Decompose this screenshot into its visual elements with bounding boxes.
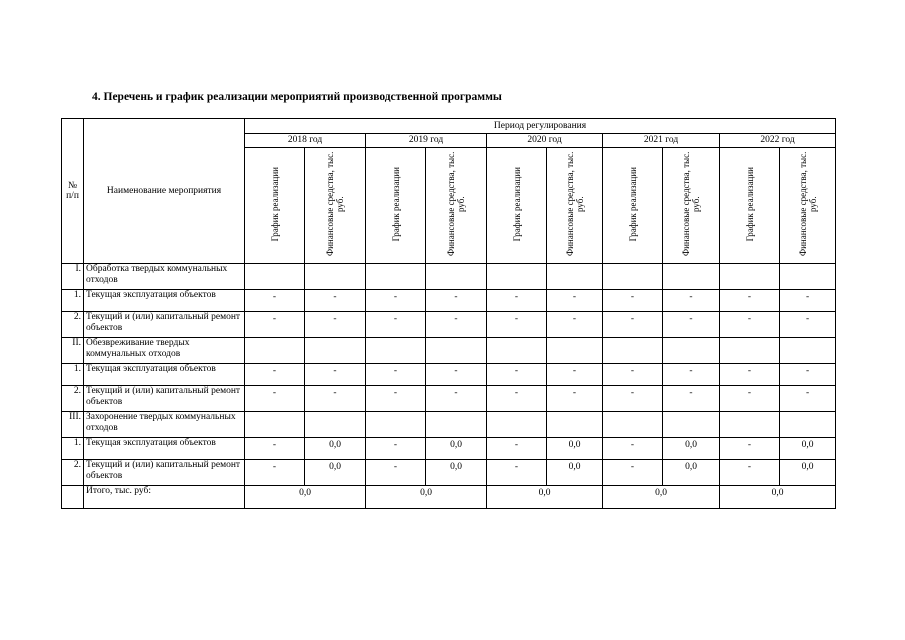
schedule-cell: -	[245, 460, 305, 486]
section-row	[62, 338, 836, 364]
finance-cell: -	[426, 386, 487, 412]
empty-cell	[366, 412, 426, 438]
total-row	[62, 486, 836, 509]
schedule-cell: -	[487, 290, 547, 312]
schedule-cell: -	[603, 438, 663, 460]
year-header: 2022 год	[720, 134, 836, 148]
empty-cell	[305, 412, 366, 438]
empty-cell	[720, 412, 780, 438]
subheader-schedule	[487, 148, 547, 264]
subheader-schedule	[366, 148, 426, 264]
schedule-cell: -	[603, 364, 663, 386]
finance-cell: -	[547, 386, 603, 412]
empty-cell	[547, 412, 603, 438]
total-value: 0,0	[245, 486, 366, 509]
total-label: Итого, тыс. руб:	[84, 486, 245, 509]
column-header-period: Период регулирования	[245, 119, 836, 134]
schedule-cell: -	[720, 386, 780, 412]
empty-cell	[603, 338, 663, 364]
item-name: Текущая эксплуатация объектов	[84, 438, 245, 460]
empty-cell	[366, 338, 426, 364]
empty-cell	[720, 264, 780, 290]
finance-cell: 0,0	[547, 460, 603, 486]
empty-cell	[487, 338, 547, 364]
subheader-schedule	[603, 148, 663, 264]
subheader-label: Финансовые средства, тыс. руб.	[797, 151, 818, 256]
total-value: 0,0	[603, 486, 720, 509]
finance-cell: -	[547, 290, 603, 312]
finance-cell: -	[663, 312, 720, 338]
subheader-label: Финансовые средства, тыс. руб.	[681, 151, 701, 256]
year-header: 2019 год	[366, 134, 487, 148]
empty-cell	[547, 264, 603, 290]
finance-cell: -	[780, 364, 836, 386]
section-number: II.	[62, 338, 84, 364]
page-title: 4. Перечень и график реализации мероприятий производственной программы	[92, 91, 502, 103]
empty-cell	[426, 264, 487, 290]
section-name: Захоронение твердых коммунальных отходов	[84, 412, 245, 438]
finance-cell: -	[305, 290, 366, 312]
empty-cell	[305, 264, 366, 290]
schedule-cell: -	[245, 386, 305, 412]
subheader-schedule	[245, 148, 305, 264]
section-number: I.	[62, 264, 84, 290]
schedule-cell: -	[487, 386, 547, 412]
schedule-cell: -	[487, 312, 547, 338]
subheader-finance	[547, 148, 603, 264]
empty-cell	[426, 412, 487, 438]
finance-cell: 0,0	[305, 460, 366, 486]
empty-cell	[245, 412, 305, 438]
finance-cell: 0,0	[780, 438, 836, 460]
table-row	[62, 386, 836, 412]
total-value: 0,0	[720, 486, 836, 509]
schedule-cell: -	[720, 364, 780, 386]
schedule-cell: -	[366, 386, 426, 412]
table-row	[62, 290, 836, 312]
item-number: 2.	[62, 386, 84, 412]
finance-cell: -	[780, 290, 836, 312]
finance-cell: 0,0	[426, 460, 487, 486]
schedule-cell: -	[366, 312, 426, 338]
empty-cell	[487, 412, 547, 438]
subheader-label: График реализации	[269, 166, 280, 241]
empty-cell	[663, 412, 720, 438]
column-header-name: Наименование мероприятия	[84, 119, 245, 264]
subheader-finance	[426, 148, 487, 264]
finance-cell: -	[780, 386, 836, 412]
finance-cell: -	[780, 312, 836, 338]
table-header	[62, 119, 836, 264]
section-row	[62, 264, 836, 290]
total-value: 0,0	[366, 486, 487, 509]
section-row	[62, 412, 836, 438]
empty-cell	[720, 338, 780, 364]
section-number: III.	[62, 412, 84, 438]
table-row	[62, 364, 836, 386]
empty-cell	[62, 486, 84, 509]
finance-cell: -	[305, 386, 366, 412]
table-row	[62, 438, 836, 460]
schedule-cell: -	[366, 290, 426, 312]
schedule-cell: -	[487, 460, 547, 486]
schedule-cell: -	[487, 364, 547, 386]
year-header: 2021 год	[603, 134, 720, 148]
schedule-cell: -	[366, 364, 426, 386]
empty-cell	[487, 264, 547, 290]
schedule-cell: -	[603, 460, 663, 486]
schedule-cell: -	[366, 438, 426, 460]
measures-table	[61, 118, 836, 509]
item-name: Текущий и (или) капитальный ремонт объектов	[84, 386, 245, 412]
empty-cell	[366, 264, 426, 290]
table-row	[62, 312, 836, 338]
empty-cell	[663, 338, 720, 364]
finance-cell: 0,0	[780, 460, 836, 486]
empty-cell	[426, 338, 487, 364]
empty-cell	[780, 338, 836, 364]
schedule-cell: -	[720, 460, 780, 486]
finance-cell: 0,0	[426, 438, 487, 460]
subheader-label: График реализации	[511, 166, 522, 241]
empty-cell	[305, 338, 366, 364]
empty-cell	[603, 264, 663, 290]
finance-cell: -	[547, 312, 603, 338]
finance-cell: -	[663, 290, 720, 312]
subheader-label: Финансовые средства, тыс. руб.	[564, 151, 585, 256]
schedule-cell: -	[603, 386, 663, 412]
subheader-label: Финансовые средства, тыс. руб.	[446, 151, 466, 256]
finance-cell: -	[305, 312, 366, 338]
schedule-cell: -	[245, 312, 305, 338]
table-row	[62, 460, 836, 486]
schedule-cell: -	[245, 290, 305, 312]
finance-cell: -	[305, 364, 366, 386]
subheader-finance	[305, 148, 366, 264]
schedule-cell: -	[720, 290, 780, 312]
finance-cell: -	[663, 386, 720, 412]
empty-cell	[245, 338, 305, 364]
schedule-cell: -	[603, 312, 663, 338]
item-number: 2.	[62, 312, 84, 338]
subheader-finance	[663, 148, 720, 264]
item-name: Текущая эксплуатация объектов	[84, 290, 245, 312]
empty-cell	[780, 264, 836, 290]
schedule-cell: -	[720, 312, 780, 338]
finance-cell: 0,0	[663, 460, 720, 486]
subheader-label: График реализации	[390, 166, 401, 241]
finance-cell: -	[426, 290, 487, 312]
year-header: 2020 год	[487, 134, 603, 148]
empty-cell	[663, 264, 720, 290]
empty-cell	[245, 264, 305, 290]
schedule-cell: -	[487, 438, 547, 460]
finance-cell: -	[663, 364, 720, 386]
item-number: 1.	[62, 438, 84, 460]
schedule-cell: -	[720, 438, 780, 460]
subheader-label: График реализации	[627, 166, 638, 241]
column-header-number: № п/п	[62, 119, 84, 264]
total-value: 0,0	[487, 486, 603, 509]
year-header: 2018 год	[245, 134, 366, 148]
subheader-finance	[780, 148, 836, 264]
section-name: Обезвреживание твердых коммунальных отходов	[84, 338, 245, 364]
item-name: Текущий и (или) капитальный ремонт объектов	[84, 312, 245, 338]
item-name: Текущая эксплуатация объектов	[84, 364, 245, 386]
section-name: Обработка твердых коммунальных отходов	[84, 264, 245, 290]
subheader-schedule	[720, 148, 780, 264]
empty-cell	[547, 338, 603, 364]
item-number: 1.	[62, 364, 84, 386]
item-number: 2.	[62, 460, 84, 486]
schedule-cell: -	[603, 290, 663, 312]
empty-cell	[780, 412, 836, 438]
finance-cell: 0,0	[305, 438, 366, 460]
finance-cell: 0,0	[663, 438, 720, 460]
item-name: Текущий и (или) капитальный ремонт объектов	[84, 460, 245, 486]
schedule-cell: -	[245, 364, 305, 386]
finance-cell: -	[426, 312, 487, 338]
subheader-label: График реализации	[744, 166, 755, 241]
item-number: 1.	[62, 290, 84, 312]
empty-cell	[603, 412, 663, 438]
finance-cell: -	[547, 364, 603, 386]
finance-cell: -	[426, 364, 487, 386]
schedule-cell: -	[245, 438, 305, 460]
subheader-label: Финансовые средства, тыс. руб.	[325, 151, 345, 256]
finance-cell: 0,0	[547, 438, 603, 460]
table-body	[62, 264, 836, 509]
schedule-cell: -	[366, 460, 426, 486]
